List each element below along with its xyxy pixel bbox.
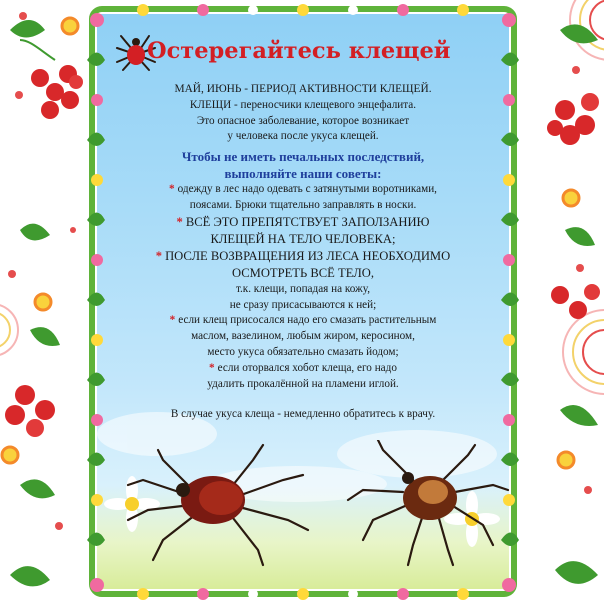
berry-cluster-icon: [5, 385, 55, 437]
bullet-icon: *: [155, 248, 163, 263]
berry-cluster-icon: [547, 93, 599, 145]
berry-cluster-icon: [20, 40, 83, 119]
advice-item-cont: маслом, вазелином, любым жиром, керосином,: [191, 330, 415, 343]
bullet-icon: *: [176, 214, 183, 229]
intro-line: у человека после укуса клещей.: [227, 130, 379, 143]
advice-item-cont: т.к. клещи, попадая на кожу,: [235, 282, 371, 295]
advice-item: * если клещ присосался надо его смазать растительным: [169, 314, 437, 327]
poster-body: [83, 82, 523, 422]
footer-note: В случае укуса клеща - немедленно обратитесь к врачу.: [170, 408, 436, 421]
intro-line: МАЙ, ИЮНЬ - ПЕРИОД АКТИВНОСТИ КЛЕЩЕЙ.: [174, 83, 432, 95]
advice-header: выполняйте наши советы:: [224, 166, 382, 182]
citrus-slice-icon: [0, 304, 18, 356]
advice-header: Чтобы не иметь печальных последствий,: [181, 149, 425, 165]
tick-illustration: [83, 440, 523, 570]
advice-item-cont: не сразу присасываются к ней;: [229, 298, 377, 311]
bullet-icon: *: [209, 361, 215, 374]
citrus-slice-icon: [563, 310, 604, 394]
poster: [83, 0, 523, 603]
bullet-icon: *: [169, 314, 176, 327]
advice-item: * ПОСЛЕ ВОЗВРАЩЕНИЯ ИЗ ЛЕСА НЕОБХОДИМО: [155, 248, 451, 263]
advice-item: * ВСЁ ЭТО ПРЕПЯТСТВУЕТ ЗАПОЛЗАНИЮ: [176, 214, 430, 229]
advice-item-cont: поясами. Брюки тщательно заправлять в носки.: [189, 198, 417, 211]
advice-item-cont: удалить прокалённой на пламени иглой.: [207, 377, 399, 390]
advice-item-cont: КЛЕЩЕЙ НА ТЕЛО ЧЕЛОВЕКА;: [210, 231, 396, 246]
bullet-icon: *: [169, 183, 175, 196]
advice-item-cont: ОСМОТРЕТЬ ВСЁ ТЕЛО,: [231, 265, 375, 280]
advice-item-cont: место укуса обязательно смазать йодом;: [207, 345, 399, 358]
intro-line: Это опасное заболевание, которое возникает: [196, 114, 410, 127]
poster-title: [113, 30, 493, 74]
advice-item: * одежду в лес надо одевать с затянутыми воротниками,: [169, 183, 437, 196]
intro-line: КЛЕЩИ - переносчики клещевого энцефалита.: [189, 98, 417, 111]
title-text: Остерегайтесь клещей: [147, 38, 451, 64]
advice-item: * если оторвался хобот клеща, его надо: [209, 361, 397, 374]
berry-cluster-icon: [551, 284, 600, 319]
